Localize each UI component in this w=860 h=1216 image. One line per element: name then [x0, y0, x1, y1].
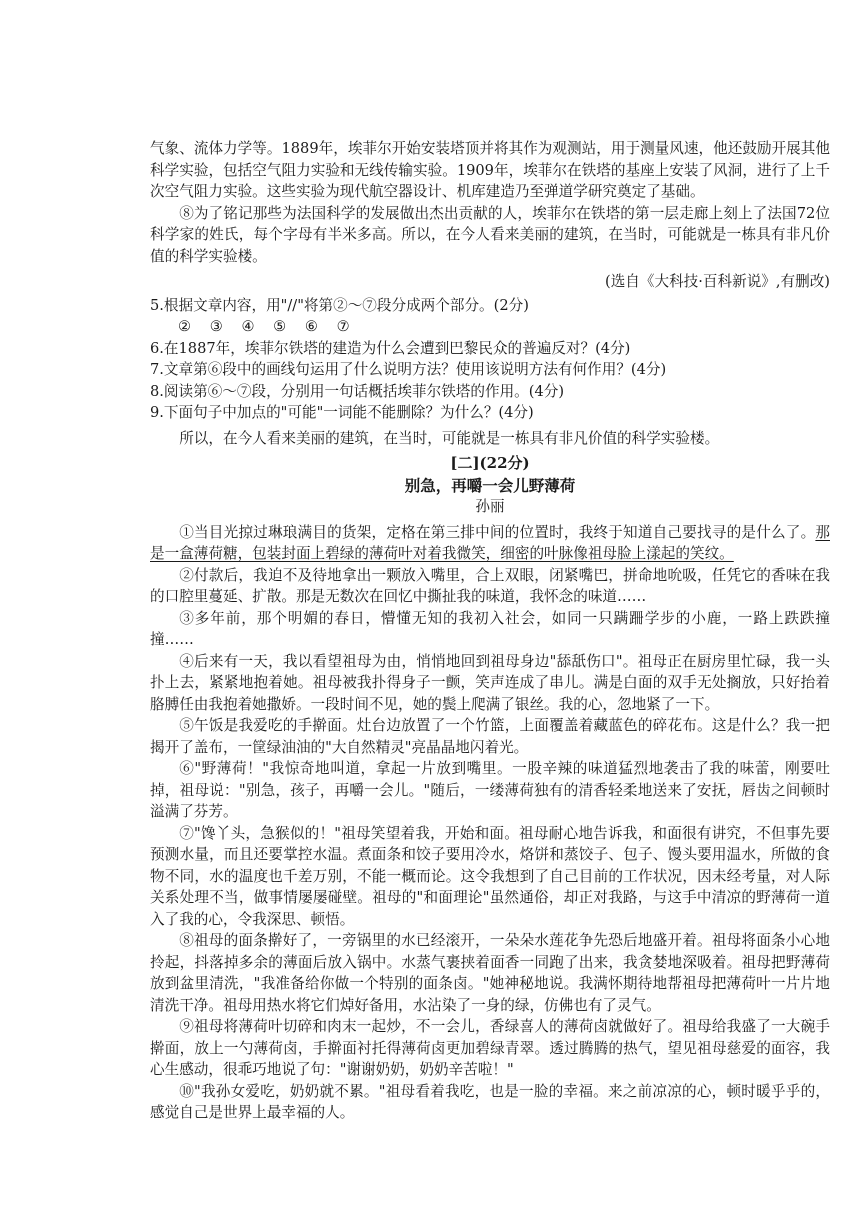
essay-paragraph-3: ③多年前，那个明媚的春日，懵懂无知的我初入社会，如同一只蹒跚学步的小鹿，一路上跌跌撞撞…… [150, 609, 830, 648]
article-source: (选自《大科技·百科新说》,有删改) [605, 273, 830, 290]
essay-paragraph-5: ⑤午饭是我爱吃的手擀面。灶台边放置了一个竹篮，上面覆盖着藏蓝色的碎花布。这是什么？我一把揭开了盖布，一筐绿油油的"大自然精灵"亮晶晶地闪着光。 [150, 717, 830, 756]
question-9: 9.下面句子中加点的"可能"一词能不能删除？为什么？(4分) [150, 404, 534, 421]
question-8: 8.阅读第⑥～⑦段，分别用一句话概括埃菲尔铁塔的作用。(4分) [150, 382, 565, 400]
essay-paragraph-9: ⑨祖母将薄荷叶切碎和肉末一起炒，不一会儿，香绿喜人的薄荷卤就做好了。祖母给我盛了一大碗手擀面，放上一勺薄荷卤，手擀面衬托得薄荷卤更加碧绿青翠。透过腾腾的热气，望见祖母慈爱的面容，我心生感动，很乖巧地说了句："谢谢奶奶，奶奶辛苦啦！" [150, 1018, 830, 1078]
question-5: 5.根据文章内容，用"//"将第②～⑦段分成两个部分。(2分) [150, 296, 529, 314]
essay-paragraph-8: ⑧祖母的面条擀好了，一旁锅里的水已经滚开，一朵朵水莲花争先恐后地盛开着。祖母将面条小心地拎起，抖落掉多余的薄面后放入锅中。水蒸气裹挟着面香一同跑了出来，我贪婪地深吸着。祖母把野薄荷放到盆里清洗，"我准备给你做一个特别的面条卤。"她神秘地说。我满怀期待地帮祖母把薄荷叶一片片地清洗干净。祖母用热水将它们焯好备用，水沾染了一身的绿，仿佛也有了灵气。 [150, 932, 830, 1014]
essay-paragraph-7: ⑦"馋丫头，急猴似的！"祖母笑望着我，开始和面。祖母耐心地告诉我，和面很有讲究，不但事先要预测水量，而且还要掌控水温。煮面条和饺子要用冷水，烙饼和蒸饺子、包子、馒头要用温水，所做的食物不同，水的温度也千差万别，不能一概而论。这令我想到了自己目前的工作状况，因未经考量，对人际关系处理不当，做事情屡屡碰壁。祖母的"和面理论"虽然通俗，却正对我路，与这手中清凉的野薄荷一道入了我的心，令我深思、顿悟。 [150, 824, 830, 928]
article-paragraph-7-continued: 气象、流体力学等。1889年，埃菲尔开始安装塔顶并将其作为观测站，用于测量风速，他还鼓励开展其他科学实验，包括空气阻力实验和无线传输实验。1909年，埃菲尔在铁塔的基座上安装了风洞，进行了上千次空气阻力实验。这些实验为现代航空器设计、机库建造乃至弹道学研究奠定了基础。 [150, 140, 830, 200]
question-5-options: ② ③ ④ ⑤ ⑥ ⑦ [178, 318, 352, 335]
question-6: 6.在1887年，埃菲尔铁塔的建造为什么会遭到巴黎民众的普遍反对？(4分) [150, 339, 631, 357]
question-9-sentence: 所以，在今人看来美丽的建筑，在当时，可能就是一栋具有非凡价值的科学实验楼。 [179, 429, 720, 447]
article-paragraph-8: ⑧为了铭记那些为法国科学的发展做出杰出贡献的人，埃菲尔在铁塔的第一层走廊上刻上了法国72位科学家的姓氏，每个字母有半米多高。所以，在今人看来美丽的建筑，在当时，可能就是一栋具有非凡价值的科学实验楼。 [150, 204, 830, 265]
essay-paragraph-2: ②付款后，我迫不及待地拿出一颗放入嘴里，合上双眼，闭紧嘴巴，拼命地吮吸，任凭它的香味在我的口腔里蔓延、扩散。那是无数次在回忆中撕扯我的味道，我怀念的味道…… [150, 566, 830, 605]
question-7: 7.文章第⑥段中的画线句运用了什么说明方法？使用该说明方法有何作用？(4分) [150, 361, 667, 378]
essay-paragraph-6: ⑥"野薄荷！"我惊奇地叫道，拿起一片放到嘴里。一股辛辣的味道猛烈地袭击了我的味蕾，刚要吐掉，祖母说："别急，孩子，再嚼一会儿。"随后，一缕薄荷独有的清香轻柔地送来了安抚，唇齿之间顿时溢满了芬芳。 [150, 760, 830, 820]
section-heading: [二](22分) [450, 454, 530, 472]
essay-author: 孙丽 [475, 498, 505, 515]
underlined-sentence: 那是一盒薄荷糖，包装封面上碧绿的薄荷叶对着我微笑，细密的叶脉像祖母脸上漾起的笑纹。 [150, 523, 830, 562]
exam-page [150, 138, 830, 1124]
essay-title: 别急，再嚼一会儿野薄荷 [404, 475, 576, 495]
essay-paragraph-4: ④后来有一天，我以看望祖母为由，悄悄地回到祖母身边"舔舐伤口"。祖母正在厨房里忙碌，我一头扑上去，紧紧地抱着她。祖母被我扑得身子一颤，笑声连成了串儿。满是白面的双手无处搁放，只好抬着胳膊任由我抱着她撒娇。一段时间不见，她的鬓上爬满了银丝。我的心，忽地紧了一下。 [150, 652, 830, 713]
essay-paragraph-10: ⑩"我孙女爱吃，奶奶就不累。"祖母看着我吃，也是一脸的幸福。来之前凉凉的心，顿时暖乎乎的，感觉自己是世界上最幸福的人。 [150, 1082, 830, 1121]
essay-paragraph-1-text: ①当目光掠过琳琅满目的货架，定格在第三排中间的位置时，我终于知道自己要找寻的是什么了。 [179, 523, 816, 541]
essay-paragraph-1 [150, 522, 830, 565]
